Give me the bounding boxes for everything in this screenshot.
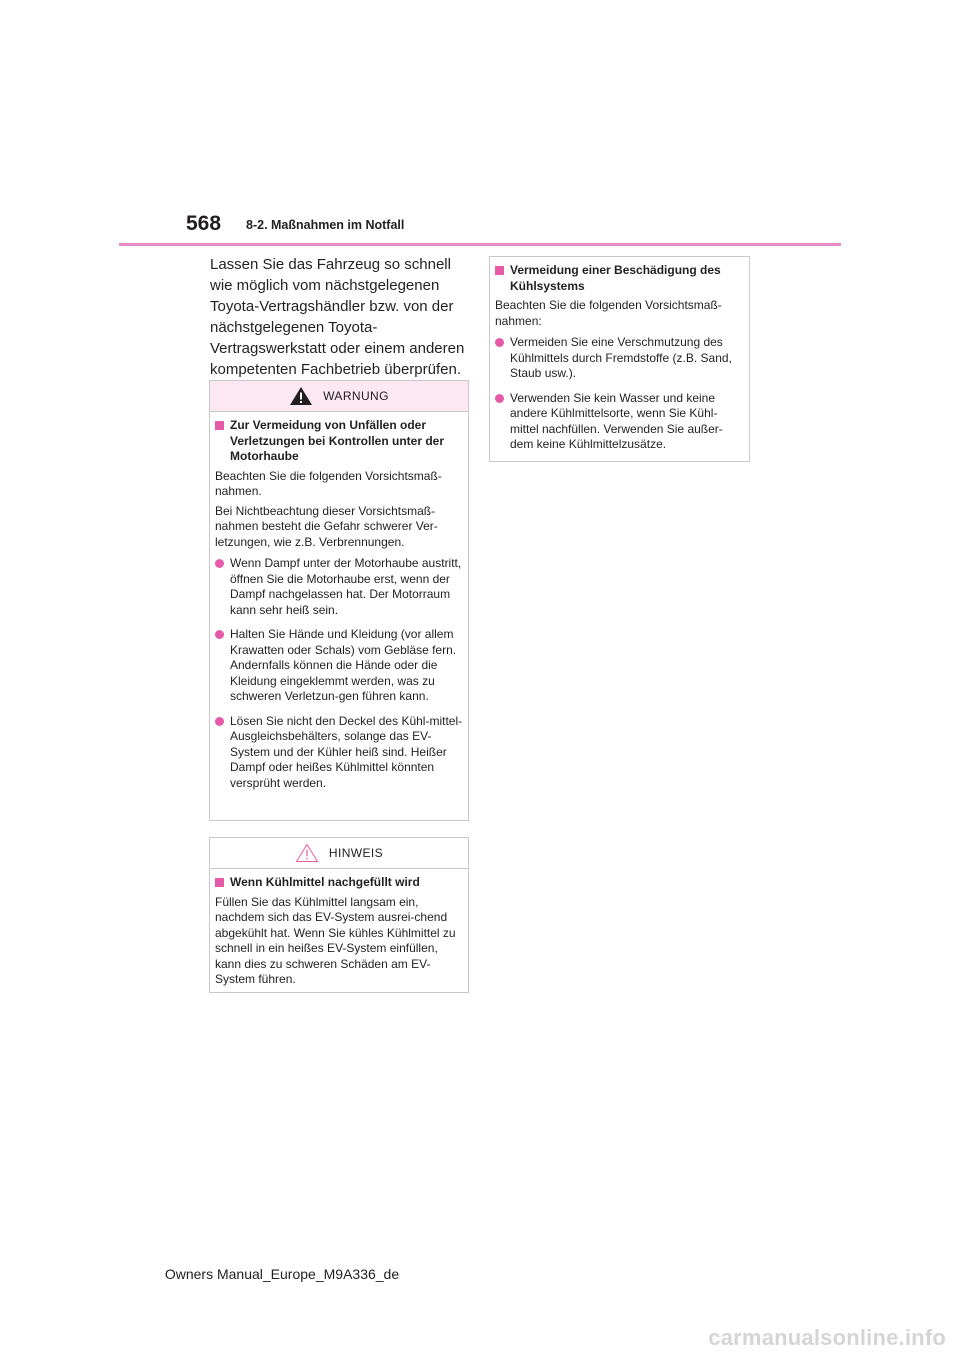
warning-bullet — [215, 714, 464, 792]
footer — [0, 1266, 960, 1282]
cooling-bullet-text: Verwenden Sie kein Wasser und keine andere Kühlmittelsorte, wenn Sie Kühl-mittel nachfüllen. Verwenden Sie außer-dem keine Kühlmittelzusätze. — [510, 390, 723, 451]
warning-box — [209, 380, 469, 821]
watermark: carmanualsonline.info — [708, 1325, 946, 1350]
notice-heading — [215, 875, 464, 891]
warning-bullet-text: Halten Sie Hände und Kleidung (vor allem Krawatten oder Schals) vom Gebläse fern. Andernfalls können die Hände oder die Kleidung eingeklemmt werden, was zu schweren Verletzun-gen führen kann. — [230, 627, 457, 703]
circle-bullet-icon — [495, 394, 504, 403]
square-bullet-icon — [215, 878, 224, 887]
warning-paragraph-1: Beachten Sie die folgenden Vorsichtsmaß-nahmen. — [215, 468, 442, 498]
caution-outline-icon — [295, 843, 319, 863]
footer-text: Owners Manual_Europe_M9A336_de — [164, 1266, 400, 1282]
warning-bullet-text: Wenn Dampf unter der Motorhaube austritt, öffnen Sie die Motorhaube erst, wenn der Dampf nachgelassen hat. Der Motorraum kann sehr heiß sein. — [230, 556, 462, 617]
notice-heading-text: Wenn Kühlmittel nachgefüllt wird — [230, 875, 420, 889]
warning-header — [210, 381, 468, 412]
circle-bullet-icon — [495, 338, 504, 347]
notice-body — [210, 869, 468, 998]
cooling-bullet — [495, 335, 745, 382]
warning-title: WARNUNG — [323, 389, 389, 403]
warning-bullet-text: Lösen Sie nicht den Deckel des Kühl-mittel-Ausgleichsbehälters, solange das EV-System und der Kühler heiß sind. Heißer Dampf oder heißes Kühlmittel könnten versprüht werden. — [230, 713, 463, 790]
cooling-body — [490, 257, 749, 461]
cooling-paragraph: Beachten Sie die folgenden Vorsichtsmaß-nahmen: — [495, 298, 722, 328]
warning-paragraph-2: Bei Nichtbeachtung dieser Vorsichtsmaß-nahmen besteht die Gefahr schwerer Ver-letzungen, wie z.B. Verbrennungen. — [215, 503, 438, 549]
cooling-bullet-text: Vermeiden Sie eine Verschmutzung des Kühlmittels durch Fremdstoffe (z.B. Sand, Staub usw.). — [510, 335, 732, 380]
cooling-heading — [495, 263, 745, 294]
notice-paragraph: Füllen Sie das Kühlmittel langsam ein, nachdem sich das EV-System ausrei-chend abgekühlt hat. Wenn Sie kühles Kühlmittel zu schnell in ein heißes EV-System einfüllen, kann dies zu schweren Schäden am EV-System führen. — [215, 894, 456, 986]
square-bullet-icon — [495, 266, 504, 275]
intro-paragraph: Lassen Sie das Fahrzeug so schnell wie möglich vom nächstgelegenen Toyota-Vertragshändler bzw. von der nächstgelegenen Toyota-Vertragswerkstatt oder einem anderen kompetenten Fachbetrieb überprüfen. — [210, 256, 465, 378]
warning-heading — [215, 418, 464, 465]
warning-bullet — [215, 627, 464, 705]
warning-bullet — [215, 556, 464, 618]
circle-bullet-icon — [215, 630, 224, 639]
page-number: 568 — [186, 212, 222, 235]
cooling-bullet — [495, 391, 745, 453]
warning-body — [210, 412, 468, 799]
cooling-box — [489, 256, 750, 462]
circle-bullet-icon — [215, 559, 224, 568]
circle-bullet-icon — [215, 717, 224, 726]
header-rule — [119, 243, 841, 246]
warning-triangle-icon — [289, 386, 313, 406]
warning-heading-text: Zur Vermeidung von Unfällen oder Verletzungen bei Kontrollen unter der Motorhaube — [230, 418, 445, 463]
square-bullet-icon — [215, 421, 224, 430]
section-title: 8-2. Maßnahmen im Notfall — [246, 218, 405, 232]
notice-title: HINWEIS — [328, 846, 384, 860]
notice-header — [210, 838, 468, 869]
cooling-heading-text: Vermeidung einer Beschädigung des Kühlsystems — [510, 263, 721, 293]
notice-box — [209, 837, 469, 993]
